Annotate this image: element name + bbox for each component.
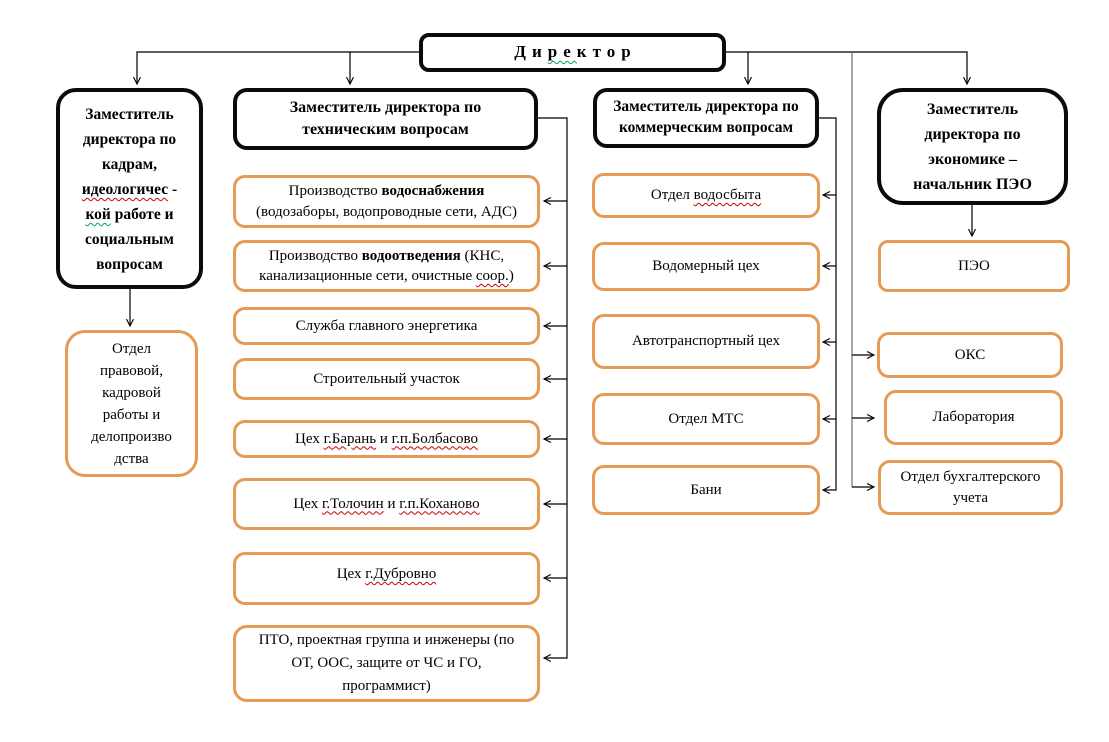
- spellcheck-underline-red: г.Дубровно: [365, 566, 437, 582]
- label: Водомерный цех: [652, 258, 760, 274]
- deputy-hr-line: [82, 177, 177, 202]
- deputy-hr-line: вопросам: [96, 256, 163, 273]
- node-oks: [877, 332, 1063, 378]
- label-part: Производство: [268, 247, 362, 264]
- spellcheck-underline-red: идеологичес: [81, 181, 169, 198]
- spellcheck-underline-red: г.п.Болбасово: [391, 430, 478, 447]
- node-legal-hr-office: [65, 330, 198, 477]
- label-part: канализационные сети, очистные: [259, 268, 476, 284]
- node-tseh-dubrovno: [233, 552, 540, 605]
- node-accounting-office: [878, 460, 1063, 515]
- node-pto-group: [233, 625, 540, 702]
- deputy-economics-line: экономике –: [928, 150, 1017, 168]
- deputy-commercial-line: Заместитель директора по: [613, 98, 799, 116]
- label-part: Отдел: [650, 187, 694, 203]
- node-director: [419, 33, 726, 72]
- label-part-bold: водоотведения: [361, 247, 461, 264]
- node-tseh-baran-bolbasovo: [233, 420, 540, 458]
- node-laboratory: [884, 390, 1063, 445]
- deputy-commercial-line: коммерческим вопросам: [618, 119, 794, 136]
- node-vodosbyt-office: [592, 173, 820, 218]
- hr-unit-line: кадровой: [102, 384, 161, 401]
- spellcheck-underline-red: соор.: [475, 268, 509, 284]
- spellcheck-underline-red: водосбыта: [693, 187, 762, 203]
- deputy-hr-line-part: -: [168, 181, 178, 198]
- deputy-hr-line-part: работе и: [110, 206, 174, 223]
- hr-unit-line: Отдел: [112, 340, 151, 357]
- label: ОКС: [954, 346, 986, 363]
- spellcheck-underline-green: кой: [85, 206, 111, 223]
- hr-unit-line: работы и: [102, 406, 161, 423]
- spellcheck-underline-red: г.Барань: [323, 430, 377, 447]
- label: ПТО, проектная группа и инженеры (по ОТ, ООС, защите от ЧС и ГО, программист): [258, 632, 515, 694]
- label-part: Цех: [293, 495, 322, 512]
- hr-unit-line: правовой,: [100, 362, 163, 379]
- deputy-hr-line: социальным: [85, 231, 174, 248]
- node-construction-site: [233, 358, 540, 400]
- deputy-hr-line: Заместитель: [85, 106, 174, 123]
- node-tseh-tolochin-kohanovo: [233, 478, 540, 530]
- label-part: (КНС,: [460, 247, 505, 264]
- label-part: Производство: [288, 183, 382, 200]
- label: Отдел бухгалтерского учета: [900, 469, 1041, 506]
- label: Отдел МТС: [668, 410, 744, 427]
- node-peo: [878, 240, 1070, 292]
- label: ПЭО: [958, 257, 990, 274]
- node-transport-tseh: [592, 314, 820, 369]
- deputy-economics-line: Заместитель: [926, 100, 1019, 118]
- node-vodomer-tseh: [592, 242, 820, 291]
- node-energy-service: [233, 307, 540, 345]
- deputy-hr-line: директора по: [82, 131, 177, 148]
- hr-unit-line: дства: [114, 450, 149, 467]
- label: Служба главного энергетика: [295, 317, 478, 334]
- label-part: (водозаборы, водопроводные сети, АДС): [255, 203, 517, 220]
- deputy-hr-line: кадрам,: [101, 156, 158, 173]
- node-deputy-economics: [877, 88, 1068, 205]
- label-part: ): [508, 268, 514, 284]
- label: Строительный участок: [313, 370, 460, 387]
- node-deputy-hr: [56, 88, 203, 289]
- director-label-part: ктор: [576, 42, 637, 62]
- node-water-disposal: [233, 240, 540, 292]
- deputy-technical-line: Заместитель директора по: [289, 99, 482, 117]
- spellcheck-underline-green: ре: [547, 42, 577, 62]
- node-deputy-technical: [233, 88, 538, 150]
- node-water-supply: [233, 175, 540, 228]
- spellcheck-underline-red: г.п.Коханово: [399, 495, 480, 512]
- label-part-bold: водоснабжения: [381, 183, 485, 200]
- deputy-hr-line: [82, 202, 177, 227]
- node-deputy-commercial: [593, 88, 819, 148]
- label-part: и: [383, 495, 400, 512]
- deputy-economics-line: начальник ПЭО: [913, 175, 1032, 193]
- label: Лаборатория: [932, 409, 1015, 425]
- deputy-technical-line: техническим вопросам: [302, 121, 469, 138]
- label-part: Цех: [336, 566, 366, 582]
- hr-unit-line: делопроизво: [91, 428, 172, 445]
- label-part: Цех: [295, 430, 324, 447]
- director-label-part: Ди: [514, 42, 548, 62]
- label: Бани: [690, 481, 722, 498]
- node-bani: [592, 465, 820, 515]
- spellcheck-underline-red: г.Толочин: [321, 495, 384, 512]
- deputy-economics-line: директора по: [924, 125, 1021, 143]
- node-mts-office: [592, 393, 820, 445]
- label-part: и: [376, 430, 392, 447]
- label: Автотранспортный цех: [631, 333, 781, 349]
